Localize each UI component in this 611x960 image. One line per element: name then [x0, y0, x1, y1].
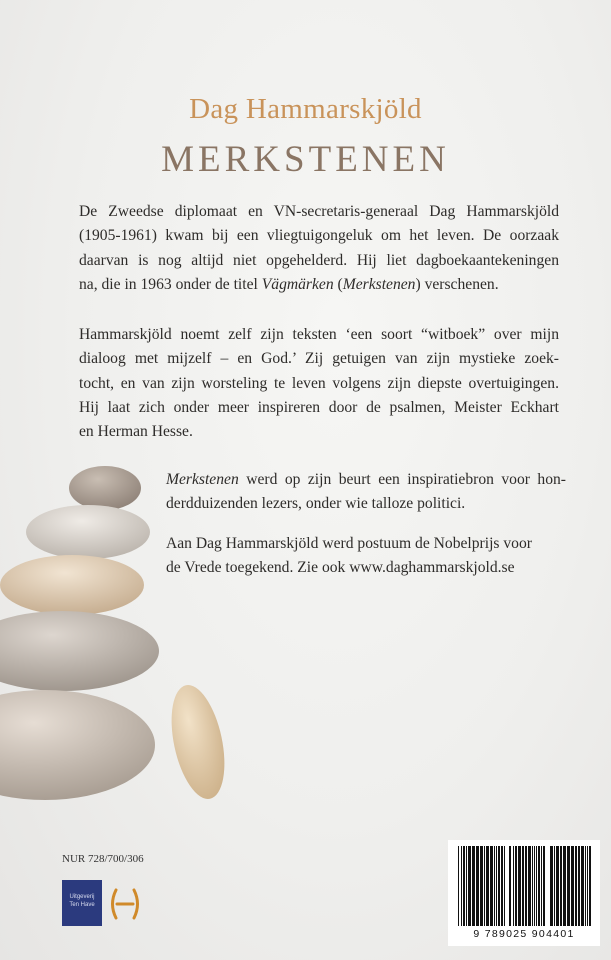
- barcode-bar: [480, 846, 483, 926]
- barcode-bar: [513, 846, 514, 926]
- barcode-bar: [528, 846, 531, 926]
- paragraph-description: [79, 323, 559, 444]
- text-line: derdduizenden lezers, onder wie talloze politici.: [166, 495, 466, 513]
- stacked-stones-image: [0, 440, 240, 840]
- barcode-bar: [563, 846, 566, 926]
- barcode-bar: [498, 846, 500, 926]
- text-line: dialoog met mijzelf – en God.’ Zij getuigen van zijn mystieke zoek-: [79, 350, 559, 368]
- italic-title: Merkstenen: [166, 471, 239, 488]
- text-line: na, die in 1963 onder de titel Vägmärken (Merkstenen) verschenen.: [79, 275, 499, 293]
- text-line: daarvan is nog altijd niet opgehelderd. Hij liet dagboekaantekeningen: [79, 251, 559, 269]
- barcode-bar: [554, 846, 555, 926]
- text-line: Aan Dag Hammarskjöld werd postuum de Nobelprijs voor: [166, 535, 532, 552]
- barcode-bar: [532, 846, 533, 926]
- text-line: De Zweedse diplomaat en VN-secretaris-generaal Dag Hammarskjöld: [79, 203, 559, 220]
- barcode-bar: [541, 846, 542, 926]
- ten-have-h-icon: [106, 884, 144, 924]
- text-line: tocht, en van zijn worsteling te leven volgens zijn diepste overtuigingen.: [79, 374, 559, 392]
- barcode-bar: [560, 846, 562, 926]
- book-title: MERKSTENEN: [161, 139, 450, 180]
- barcode-bar: [581, 846, 584, 926]
- barcode-bar: [585, 846, 586, 926]
- barcode-bar: [587, 846, 588, 926]
- barcode-bar: [486, 846, 489, 926]
- barcode-bar: [536, 846, 537, 926]
- barcode-bar: [550, 846, 553, 926]
- nur-code: NUR 728/700/306: [62, 853, 144, 865]
- barcode-bar: [476, 846, 479, 926]
- publisher-logo-line: Uitgeverij: [69, 894, 95, 900]
- barcode-bar: [494, 846, 495, 926]
- barcode-bar: [461, 846, 462, 926]
- barcode-bar: [504, 846, 505, 926]
- barcode-bar: [538, 846, 540, 926]
- barcode-bar: [567, 846, 570, 926]
- barcode-bar: [468, 846, 471, 926]
- barcode-bar: [484, 846, 485, 926]
- barcode-bar: [578, 846, 580, 926]
- text-line: (1905-1961) kwam bij een vliegtuigongeluk om het leven. De oorzaak: [79, 227, 559, 245]
- barcode-bar: [509, 846, 511, 926]
- barcode-bar: [458, 846, 459, 926]
- barcode-bar: [490, 846, 493, 926]
- text-line: en Herman Hesse.: [79, 423, 193, 441]
- text-line: Hammarskjöld noemt zelf zijn teksten ‘een soort “witboek” over mijn: [79, 326, 559, 343]
- text-line: de Vrede toegekend. Zie ook www.daghammarskjold.se: [166, 559, 515, 577]
- isbn-number: 9 789025 904401: [473, 928, 575, 940]
- author-name: Dag Hammarskjöld: [189, 93, 422, 125]
- barcode-bar: [575, 846, 577, 926]
- paragraph-intro: [79, 200, 559, 297]
- text-line: Merkstenen werd op zijn beurt een inspiratiebron voor hon-: [166, 471, 566, 488]
- barcode-bar: [472, 846, 475, 926]
- publisher-logo-line: Ten Have: [69, 902, 95, 908]
- barcode-bar: [534, 846, 535, 926]
- barcode-bar: [571, 846, 574, 926]
- italic-title-swedish: Vägmärken: [261, 275, 334, 293]
- publisher-logo: [62, 880, 102, 926]
- barcode-bar: [466, 846, 467, 926]
- text-line: Hij laat zich onder meer inspireren door de psalmen, Meister Eckhart: [79, 398, 559, 416]
- barcode-bar: [518, 846, 521, 926]
- barcode-bar: [522, 846, 524, 926]
- barcode-bar: [543, 846, 545, 926]
- barcode-bar: [496, 846, 497, 926]
- barcode-bar: [556, 846, 559, 926]
- barcode-bar: [525, 846, 527, 926]
- barcode-bar: [463, 846, 465, 926]
- italic-title-dutch: Merkstenen: [342, 275, 416, 293]
- barcode-bar: [515, 846, 517, 926]
- barcode-bar: [589, 846, 591, 926]
- barcode-bars: [448, 840, 600, 930]
- barcode-bar: [501, 846, 503, 926]
